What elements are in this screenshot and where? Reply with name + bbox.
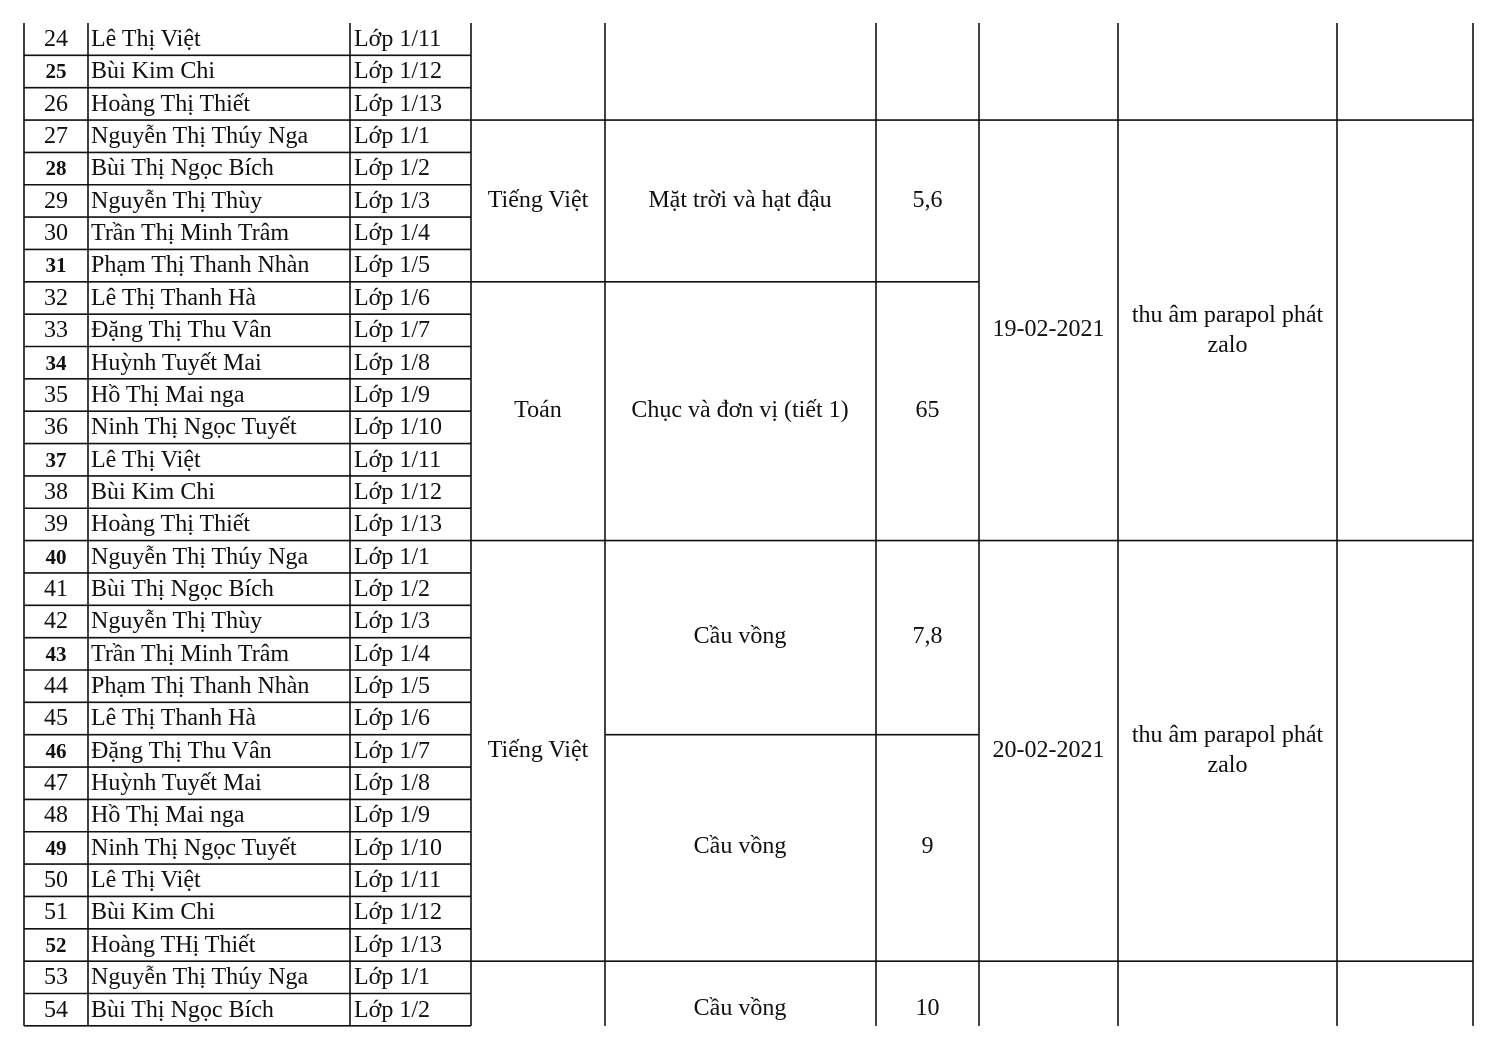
lesson-title-cell: Cầu vồng	[693, 833, 787, 859]
class-name: Lớp 1/7	[354, 317, 431, 344]
row-number: 53	[44, 964, 68, 991]
row-number: 34	[45, 350, 67, 375]
row-number: 54	[44, 996, 68, 1023]
class-name: Lớp 1/10	[354, 834, 443, 861]
teacher-name: Nguyễn Thị Thúy Nga	[91, 543, 309, 570]
page-cell: 9	[921, 833, 934, 859]
row-number: 48	[44, 802, 68, 829]
teacher-name: Lê Thị Việt	[91, 446, 201, 473]
row-number: 39	[44, 511, 68, 538]
row-number: 50	[44, 867, 68, 894]
teacher-name: Trần Thị Minh Trâm	[91, 640, 290, 667]
row-number: 45	[44, 705, 68, 732]
class-name: Lớp 1/6	[354, 284, 431, 311]
row-number: 28	[45, 156, 67, 181]
lesson-title-cell: Chục và đơn vị (tiết 1)	[631, 397, 849, 423]
page-cell: 5,6	[912, 187, 943, 213]
row-number: 25	[45, 59, 67, 84]
class-name: Lớp 1/5	[354, 673, 431, 699]
row-number: 38	[44, 478, 68, 505]
class-name: Lớp 1/2	[354, 155, 431, 182]
class-name: Lớp 1/11	[354, 26, 442, 52]
row-number: 47	[44, 770, 68, 797]
row-number: 43	[45, 641, 67, 666]
row-number: 26	[44, 90, 68, 117]
row-number: 33	[44, 317, 68, 344]
class-name: Lớp 1/12	[354, 899, 443, 926]
row-number: 51	[44, 899, 68, 926]
teacher-name: Nguyễn Thị Thùy	[91, 608, 263, 635]
row-number: 31	[45, 253, 67, 278]
row-number: 32	[44, 284, 68, 311]
teacher-name: Hoàng Thị Thiết	[91, 90, 251, 117]
teacher-name: Trần Thị Minh Trâm	[91, 220, 290, 247]
class-name: Lớp 1/2	[354, 996, 431, 1023]
row-number: 35	[44, 381, 68, 408]
class-name: Lớp 1/3	[354, 187, 431, 214]
class-name: Lớp 1/13	[354, 511, 443, 538]
teacher-name: Hồ Thị Mai nga	[91, 381, 245, 408]
lesson-title-cell: Cầu vồng	[693, 623, 787, 649]
teacher-name: Bùi Kim Chi	[91, 58, 216, 85]
row-number: 52	[45, 932, 67, 957]
teacher-name: Bùi Kim Chi	[91, 899, 216, 926]
class-name: Lớp 1/4	[354, 640, 431, 667]
teacher-name: Lê Thị Thanh Hà	[91, 705, 257, 732]
teacher-name: Nguyễn Thị Thúy Nga	[91, 964, 309, 991]
row-number: 37	[45, 447, 67, 472]
row-number: 49	[45, 835, 67, 860]
row-number: 30	[44, 220, 68, 247]
class-name: Lớp 1/13	[354, 931, 443, 958]
row-number: 29	[44, 187, 68, 214]
class-name: Lớp 1/3	[354, 608, 431, 635]
class-name: Lớp 1/1	[354, 964, 431, 991]
subject-cell: Toán	[514, 397, 562, 423]
row-number: 42	[44, 608, 68, 635]
teacher-name: Hoàng THị Thiết	[91, 931, 256, 958]
teacher-name: Ninh Thị Ngọc Tuyết	[91, 414, 297, 441]
lesson-title-cell: Mặt trời và hạt đậu	[648, 187, 832, 213]
row-number: 46	[45, 738, 67, 763]
teacher-name: Bùi Kim Chi	[91, 478, 216, 505]
page-cell: 10	[915, 995, 940, 1021]
class-name: Lớp 1/5	[354, 252, 431, 279]
row-number: 24	[44, 26, 68, 52]
teacher-name: Bùi Thị Ngọc Bích	[91, 575, 274, 602]
teacher-name: Huỳnh Tuyết Mai	[91, 349, 262, 376]
class-name: Lớp 1/4	[354, 220, 431, 247]
class-name: Lớp 1/11	[354, 867, 442, 894]
class-name: Lớp 1/10	[354, 414, 443, 441]
class-name: Lớp 1/9	[354, 381, 431, 408]
row-number: 44	[44, 673, 68, 699]
teacher-name: Hồ Thị Mai nga	[91, 802, 245, 829]
row-number: 36	[44, 414, 68, 441]
teacher-name: Nguyễn Thị Thùy	[91, 187, 263, 214]
teacher-name: Đặng Thị Thu Vân	[91, 317, 272, 344]
class-name: Lớp 1/9	[354, 802, 431, 829]
teacher-name: Bùi Thị Ngọc Bích	[91, 996, 274, 1023]
class-name: Lớp 1/12	[354, 478, 443, 505]
teacher-name: Huỳnh Tuyết Mai	[91, 770, 262, 797]
class-name: Lớp 1/13	[354, 90, 443, 117]
teacher-name: Lê Thị Việt	[91, 867, 201, 894]
teacher-name: Ninh Thị Ngọc Tuyết	[91, 834, 297, 861]
teacher-name: Bùi Thị Ngọc Bích	[91, 155, 274, 182]
class-name: Lớp 1/8	[354, 349, 431, 376]
class-name: Lớp 1/11	[354, 446, 442, 473]
teacher-name: Lê Thị Việt	[91, 26, 201, 52]
row-number: 40	[45, 544, 67, 569]
class-name: Lớp 1/6	[354, 705, 431, 732]
method-cell: thu âm parapol phát zalo	[1131, 722, 1324, 778]
page-cell: 7,8	[912, 623, 943, 649]
class-name: Lớp 1/8	[354, 770, 431, 797]
class-name: Lớp 1/1	[354, 123, 431, 150]
teacher-name: Phạm Thị Thanh Nhàn	[91, 252, 310, 279]
lesson-title-cell: Cầu vồng	[693, 995, 787, 1021]
teacher-name: Lê Thị Thanh Hà	[91, 284, 257, 311]
teacher-name: Nguyễn Thị Thúy Nga	[91, 123, 309, 150]
subject-cell: Tiếng Việt	[487, 737, 589, 763]
row-number: 41	[44, 575, 68, 602]
teacher-name: Hoàng Thị Thiết	[91, 511, 251, 538]
date-cell: 19-02-2021	[992, 316, 1105, 342]
date-cell: 20-02-2021	[992, 737, 1105, 763]
class-name: Lớp 1/2	[354, 575, 431, 602]
subject-cell: Tiếng Việt	[487, 187, 589, 213]
page-cell: 65	[915, 397, 940, 423]
method-cell: thu âm parapol phát zalo	[1131, 302, 1324, 358]
row-number: 27	[44, 123, 68, 150]
teacher-name: Phạm Thị Thanh Nhàn	[91, 673, 310, 699]
class-name: Lớp 1/1	[354, 543, 431, 570]
class-name: Lớp 1/12	[354, 58, 443, 85]
class-name: Lớp 1/7	[354, 737, 431, 764]
teacher-name: Đặng Thị Thu Vân	[91, 737, 272, 764]
